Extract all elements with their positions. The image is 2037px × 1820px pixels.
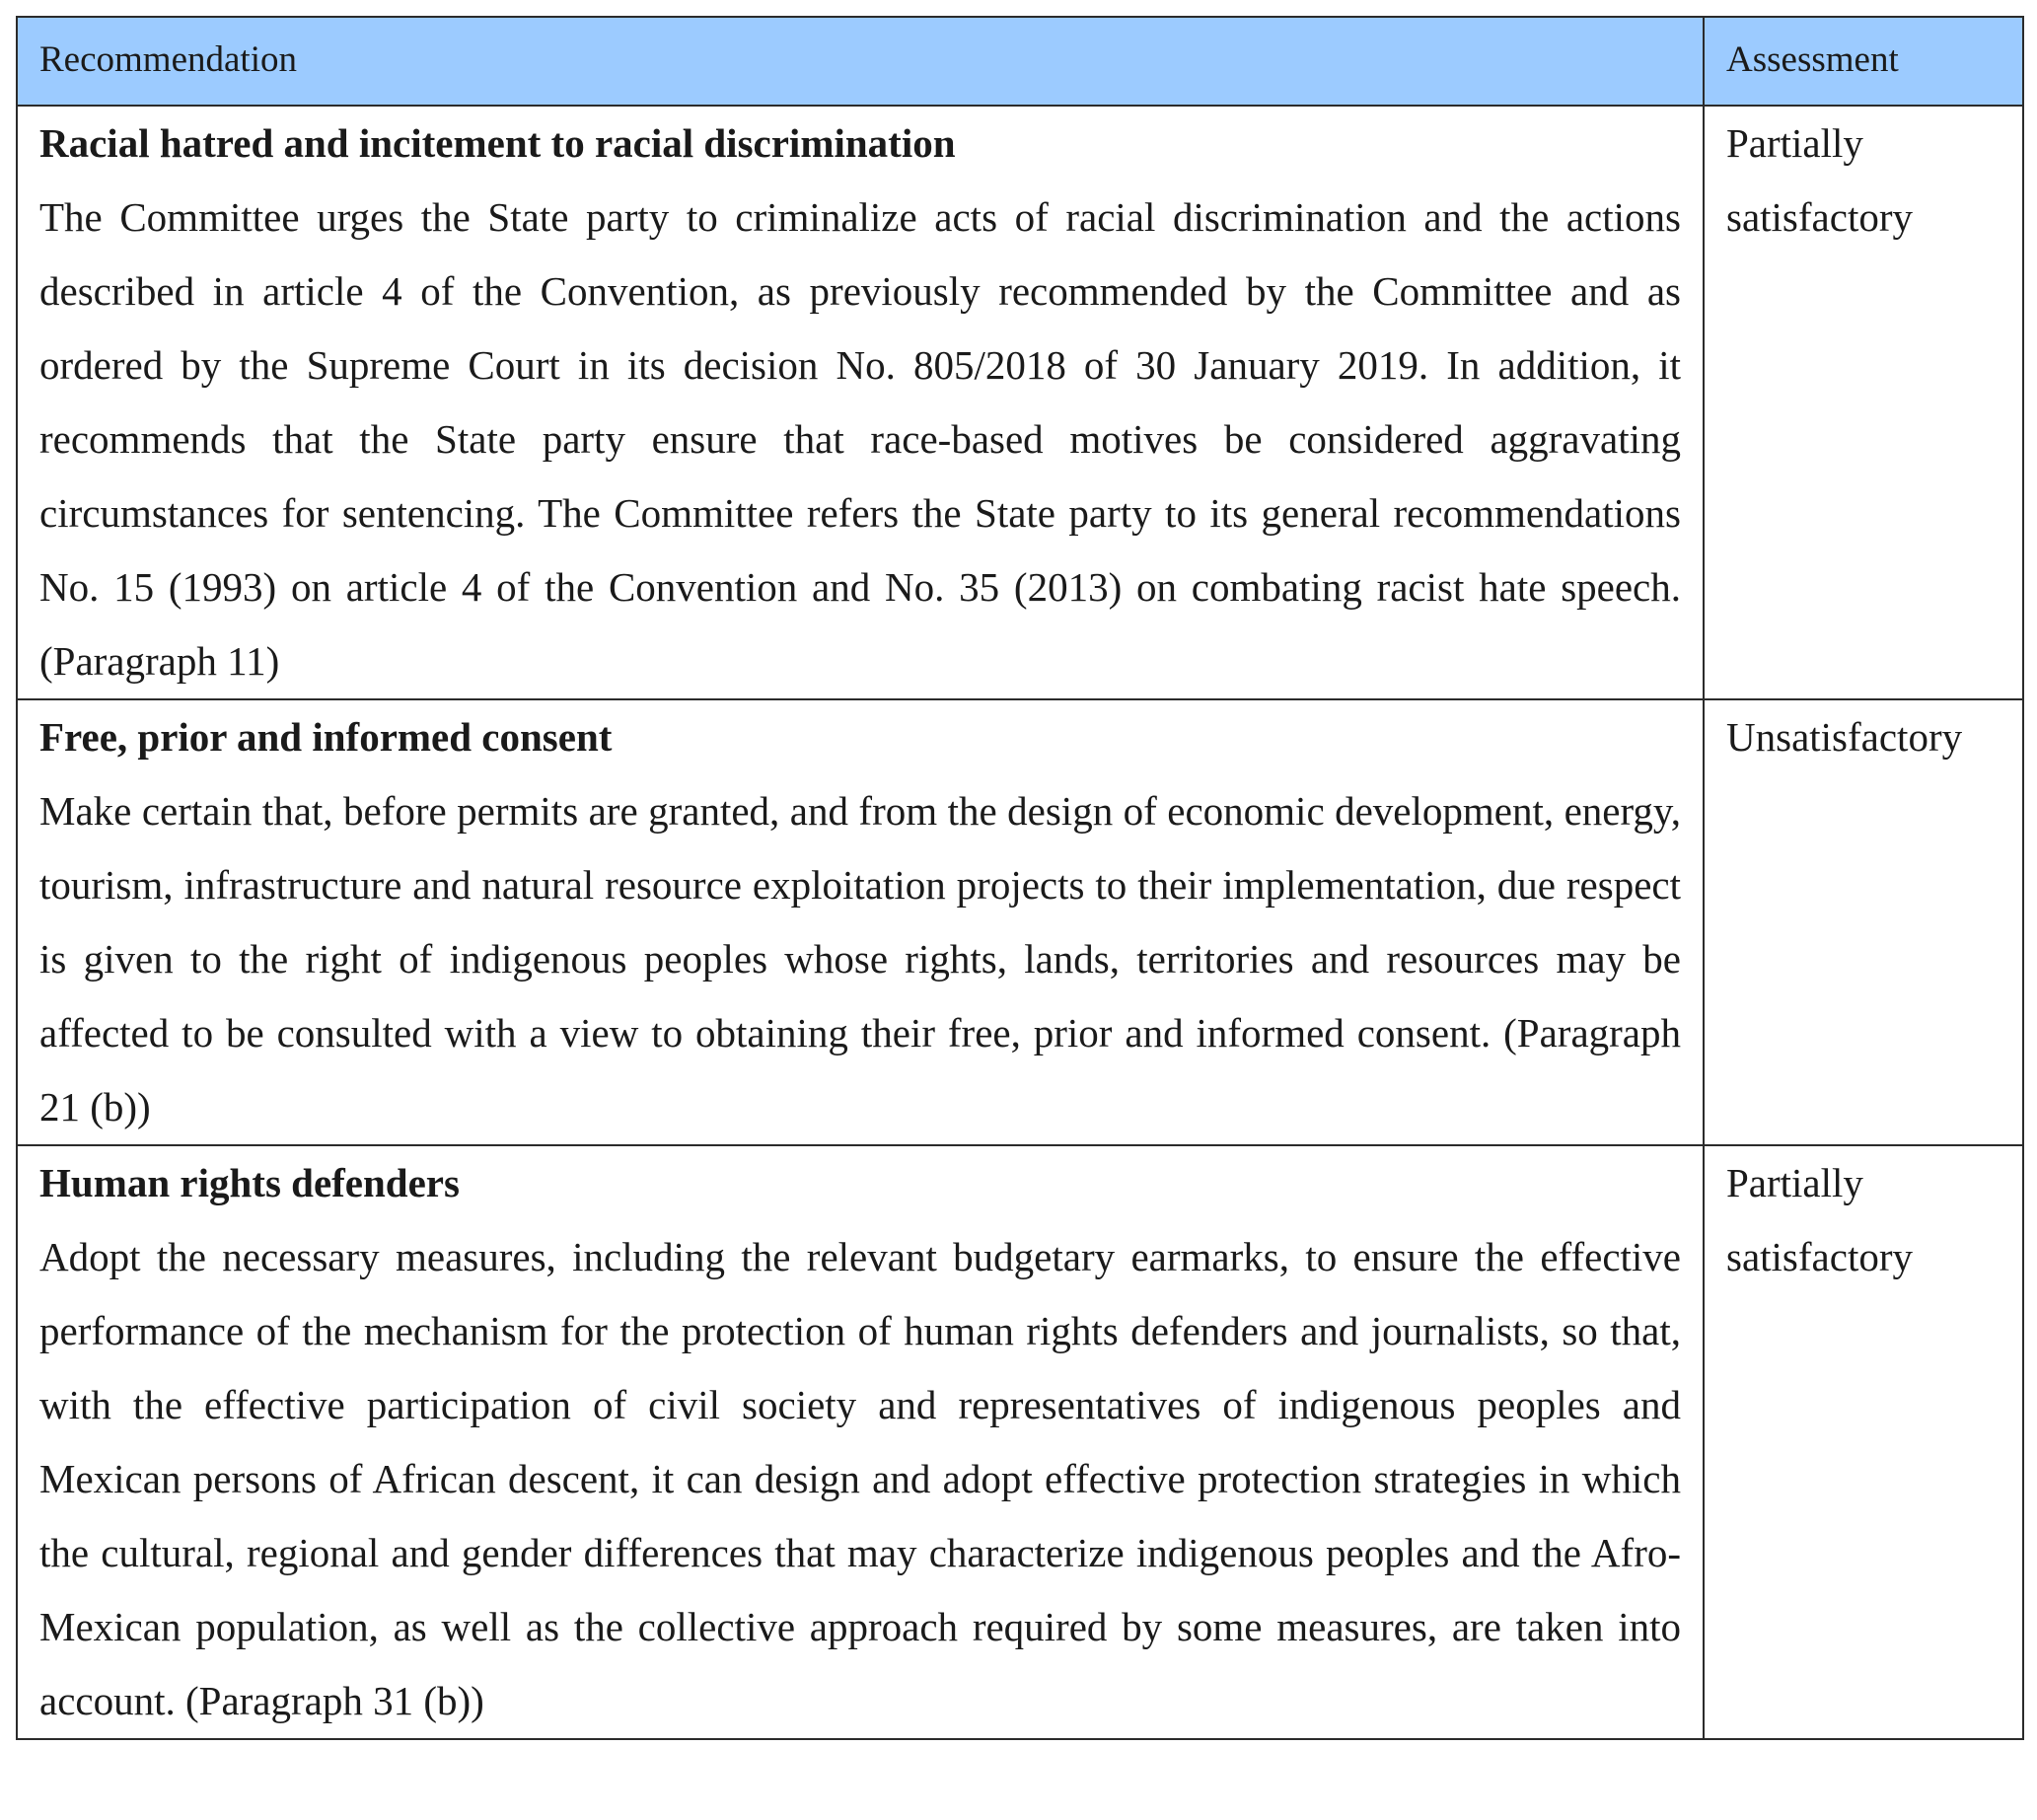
table-row bbox=[17, 699, 2023, 1145]
recommendation-text: The Committee urges the State party to criminalize acts of racial discrimination and the actions described in article 4 of the Convention, as previously recommended by the Committee and as ordered by the Supreme Court in its decision No. 805/2018 of 30 January 2019. In addition, it recommends that the State party ensure that race-based motives be considered aggravating circumstances for sentencing. The Committee refers the State party to its general recommendations No. 15 (1993) on article 4 of the Convention and No. 35 (2013) on combating racist hate speech. (Paragraph 11) bbox=[39, 194, 1681, 684]
recommendation-cell bbox=[17, 699, 1704, 1145]
recommendation-heading: Human rights defenders bbox=[39, 1160, 460, 1205]
assessment-value: Partially satisfactory bbox=[1726, 120, 1913, 240]
recommendation-heading: Racial hatred and incitement to racial discrimination bbox=[39, 120, 956, 166]
table-row bbox=[17, 106, 2023, 699]
recommendation-column-header: Recommendation bbox=[17, 17, 1704, 106]
recommendation-text: Adopt the necessary measures, including the relevant budgetary earmarks, to ensure the effective performance of the mechanism for the protection of human rights defenders and journalists, so that, with the effective participation of civil society and representatives of indigenous peoples and Mexican persons of African descent, it can design and adopt effective protection strategies in which the cultural, regional and gender differences that may characterize indigenous peoples and the Afro-Mexican population, as well as the collective approach required by some measures, are taken into account. (Paragraph 31 (b)) bbox=[39, 1234, 1681, 1723]
table-row bbox=[17, 1145, 2023, 1739]
assessment-value: Unsatisfactory bbox=[1726, 714, 1963, 760]
recommendations-table bbox=[16, 16, 2024, 1740]
table-header-row bbox=[17, 17, 2023, 106]
assessment-value: Partially satisfactory bbox=[1726, 1160, 1913, 1279]
assessment-column-header: Assessment bbox=[1704, 17, 2023, 106]
recommendation-text: Make certain that, before permits are granted, and from the design of economic development, energy, tourism, infrastructure and natural resource exploitation projects to their implementation, due respect is given to the right of indigenous peoples whose rights, lands, territories and resources may be affected to be consulted with a view to obtaining their free, prior and informed consent. (Paragraph 21 (b)) bbox=[39, 788, 1681, 1129]
recommendation-heading: Free, prior and informed consent bbox=[39, 714, 613, 760]
assessment-cell bbox=[1704, 699, 2023, 1145]
assessment-cell bbox=[1704, 1145, 2023, 1739]
assessment-cell bbox=[1704, 106, 2023, 699]
recommendation-cell bbox=[17, 1145, 1704, 1739]
recommendation-cell bbox=[17, 106, 1704, 699]
